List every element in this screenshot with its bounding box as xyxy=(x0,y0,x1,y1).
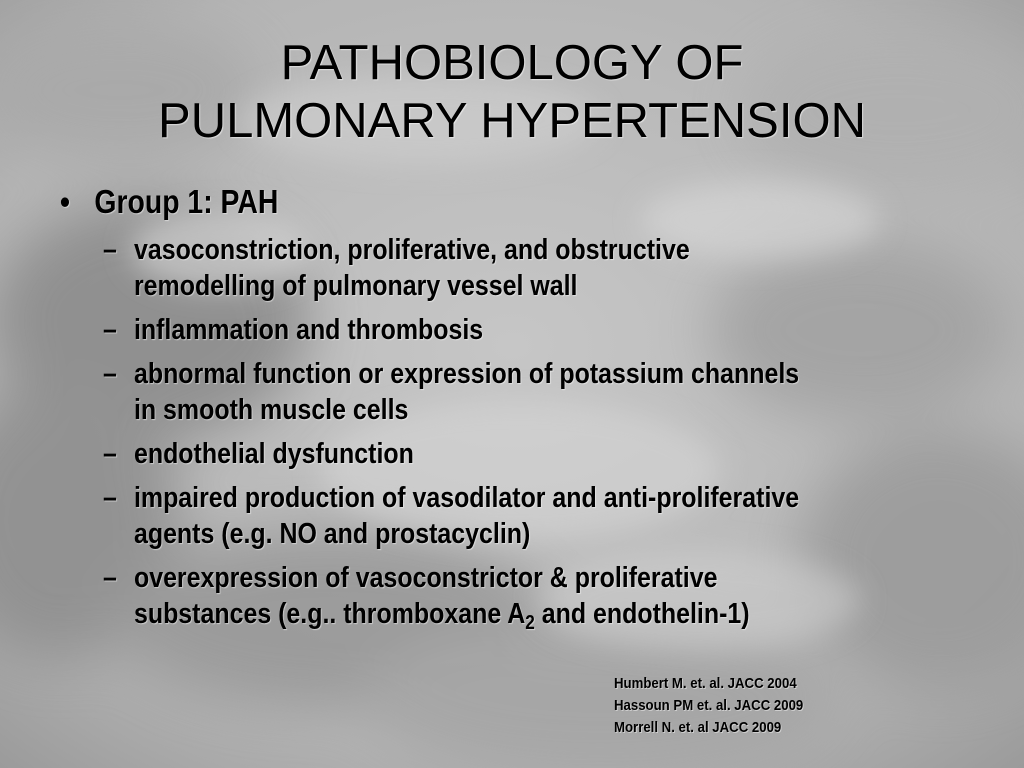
subscript-2: 2 xyxy=(525,612,535,634)
dash-marker: – xyxy=(103,358,117,390)
dash-marker: – xyxy=(103,562,117,594)
sub-bullet-3-line-2: in smooth muscle cells xyxy=(133,394,409,426)
sub-bullet-5-line-1: impaired production of vasodilator and anti-proliferative xyxy=(133,482,800,514)
sub-bullet-5-line-2: agents (e.g. NO and prostacyclin) xyxy=(133,518,531,550)
sub-bullet-1-line-1: vasoconstriction, proliferative, and obstructive xyxy=(133,234,690,266)
dash-marker: – xyxy=(103,314,117,346)
sub-bullet-3 xyxy=(60,356,942,428)
reference-2: Hassoun PM et. al. JACC 2009 xyxy=(614,697,804,714)
title-line-2: PULMONARY HYPERTENSION xyxy=(158,94,866,148)
sub-bullet-2 xyxy=(60,312,942,348)
dash-marker: – xyxy=(103,482,117,514)
slide-title xyxy=(0,34,1024,150)
title-line-1: PATHOBIOLOGY OF xyxy=(280,36,744,90)
bullet-marker: • xyxy=(60,183,70,220)
sub-bullet-6 xyxy=(60,560,942,632)
references xyxy=(614,673,803,739)
sub-bullet-2-line-1: inflammation and thrombosis xyxy=(133,314,484,346)
bullet-text: Group 1: PAH xyxy=(94,183,279,220)
sub-bullet-1 xyxy=(60,232,942,304)
reference-1: Humbert M. et. al. JACC 2004 xyxy=(614,675,797,692)
sub-bullet-3-line-1: abnormal function or expression of potassium channels xyxy=(133,358,800,390)
sub-bullet-6-line-1: overexpression of vasoconstrictor & proliferative xyxy=(133,562,718,594)
reference-3: Morrell N. et. al JACC 2009 xyxy=(614,719,782,736)
dash-marker: – xyxy=(103,438,117,470)
sub-bullet-6-line-2 xyxy=(134,596,942,632)
sub-bullet-1-line-2: remodelling of pulmonary vessel wall xyxy=(133,270,578,302)
dash-marker: – xyxy=(103,234,117,266)
sub-bullet-5 xyxy=(60,480,942,552)
sub-bullet-4-line-1: endothelial dysfunction xyxy=(133,438,414,470)
slide-body xyxy=(60,180,980,632)
sub-bullet-6-text-post: and endothelin-1) xyxy=(534,598,750,630)
sub-bullet-6-text-pre: substances (e.g.. thromboxane A xyxy=(133,598,526,630)
sub-bullet-4 xyxy=(60,436,942,472)
bullet-group-1 xyxy=(60,180,851,224)
